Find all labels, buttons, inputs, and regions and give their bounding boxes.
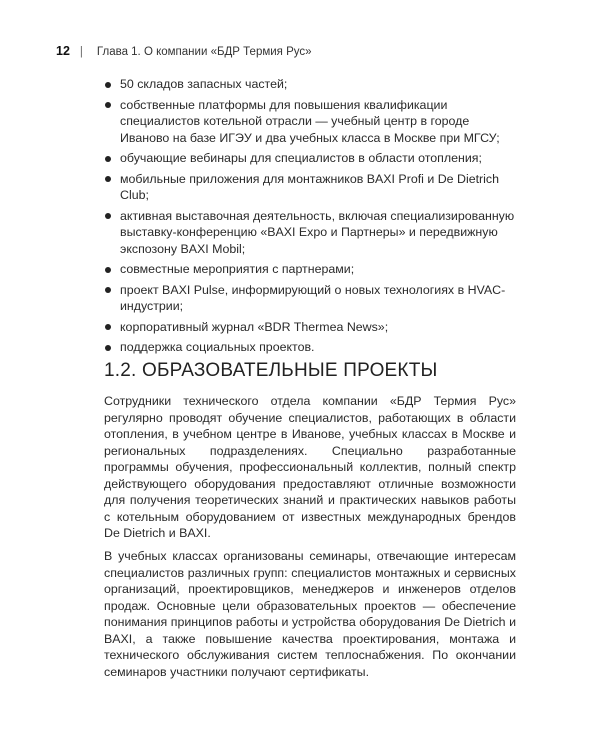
bullet-item: собственные платформы для повышения квалификации специалистов котельной отрасли — учебный центр в городе Иваново на базе ИГЭУ и два учебных класса в Москве при МГСУ; (104, 97, 516, 147)
bullet-item: проект BAXI Pulse, информирующий о новых технологиях в HVAC-индустрии; (104, 282, 516, 315)
bullet-item: совместные мероприятия с партнерами; (104, 261, 516, 278)
bullet-item: корпоративный журнал «BDR Thermea News»; (104, 319, 516, 336)
bullet-list (104, 76, 516, 360)
running-header (56, 44, 312, 58)
chapter-title: Глава 1. О компании «БДР Термия Рус» (96, 46, 312, 58)
section-title: 1.2. ОБРАЗОВАТЕЛЬНЫЕ ПРОЕКТЫ (104, 360, 438, 381)
bullet-item: обучающие вебинары для специалистов в области отопления; (104, 150, 516, 167)
body-paragraph: В учебных классах организованы семинары, отвечающие интересам специалистов различных групп: специалистов монтажных и сервисных организаций, проектировщиков, менеджеров и инженеров отделов продаж. Основные цели образовательных проектов — обеспечение понимания принципов работы и устройства оборудования De Dietrich и BAXI, а также повышение качества проектирования, монтажа и технического обслуживания систем теплоснабжения. По окончании семинаров участники получают сертификаты. (104, 549, 516, 679)
bullet-item: 50 складов запасных частей; (104, 76, 516, 93)
bullet-item: поддержка социальных проектов. (104, 339, 516, 356)
header-separator: | (79, 46, 83, 58)
bullet-item: активная выставочная деятельность, включая специализированную выставку-конференцию «BAXI Expo и Партнеры» и передвижную экспозону BAXI Mobil; (104, 208, 516, 258)
body-paragraph: Сотрудники технического отдела компании «БДР Термия Рус» регулярно проводят обучение специалистов, работающих в области отопления, в учебном центре в Иванове, учебных классах в Москве и региональных подразделениях. Специально разработанные программы обучения, профессиональный коллектив, полный спектр действующего оборудования предоставляют отличные возможности для получения теоретических знаний и практических навыков работы с котельным оборудованием от известных международных брендов De Dietrich и BAXI. (104, 394, 516, 540)
bullet-item: мобильные приложения для монтажников BAXI Profi и De Dietrich Club; (104, 171, 516, 204)
page-number: 12 (56, 44, 70, 58)
